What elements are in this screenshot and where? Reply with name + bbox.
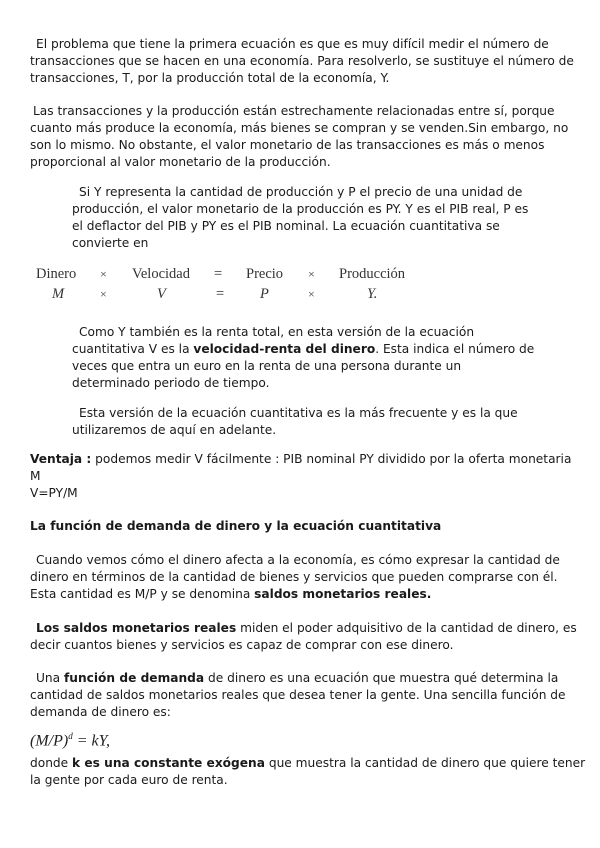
- text-fragment: Una: [36, 671, 64, 685]
- text-line: Si Y representa la cantidad de producción y P el precio de una unidad de: [79, 185, 523, 199]
- equation-symbol: P: [260, 286, 269, 302]
- paragraph-saldos-definicion: [30, 620, 577, 654]
- paragraph-saldos-intro: [30, 552, 560, 603]
- equation-operator: ×: [308, 287, 315, 301]
- text-line: demanda de dinero es:: [30, 705, 171, 719]
- equation-term: Dinero: [36, 266, 77, 282]
- text-line: [72, 341, 534, 358]
- text-line: El problema que tiene la primera ecuación es que es muy difícil medir el número de: [36, 37, 549, 51]
- text-fragment: . Esta indica el número de: [375, 342, 535, 356]
- text-line: [30, 670, 566, 687]
- text-line: proporcional al valor monetario de la producción.: [30, 155, 331, 169]
- text-line: convierte en: [72, 236, 149, 250]
- text-line: Cuando vemos cómo el dinero afecta a la economía, es cómo expresar la cantidad de: [36, 553, 560, 567]
- paragraph-ventaja: [30, 451, 571, 502]
- text-line: veces que entra un euro en la renta de una persona durante un: [72, 359, 462, 373]
- paragraph-pib-real: [72, 184, 528, 252]
- text-line: Como Y también es la renta total, en esta versión de la ecuación: [79, 325, 475, 339]
- quantity-equation: [0, 266, 600, 306]
- paragraph-funcion-demanda: [30, 670, 566, 721]
- paragraph-version-frecuente: [72, 405, 518, 439]
- text-line: dinero en términos de la cantidad de bienes y servicios que pueden comprarse con él.: [30, 570, 558, 584]
- equation-symbol: V: [157, 286, 166, 302]
- formula-rhs: = kY,: [72, 732, 111, 750]
- text-fragment: donde: [30, 756, 73, 770]
- text-fragment: cuantitativa V es la: [72, 342, 194, 356]
- text-line: M: [30, 469, 41, 483]
- text-fragment: de dinero es una ecuación que muestra qué determina la: [204, 671, 559, 685]
- text-line: [30, 586, 560, 603]
- section-heading: [30, 518, 441, 535]
- text-line: transacciones que se hacen en una economía. Para resolverlo, se sustituye el número de: [30, 54, 574, 68]
- paragraph-transacciones-problema: [30, 36, 574, 87]
- heading-text: La función de demanda de dinero y la ecuación cuantitativa: [30, 519, 442, 533]
- formula-lhs: (M/P): [30, 732, 69, 750]
- equation-operator: =: [214, 266, 223, 282]
- bold-term: Ventaja :: [30, 452, 92, 466]
- equation-operator: =: [216, 286, 225, 302]
- text-fragment: que muestra la cantidad de dinero que quiere tener: [264, 756, 586, 770]
- bold-term: Los saldos monetarios reales: [36, 621, 237, 635]
- text-line: son lo mismo. No obstante, el valor monetario de las transacciones es más o menos: [30, 138, 545, 152]
- text-line: [30, 755, 585, 772]
- text-line: decir cuantos bienes y servicios es capaz de comprar con ese dinero.: [30, 638, 454, 652]
- equation-operator: ×: [308, 267, 315, 281]
- paragraph-velocidad-renta: [72, 324, 534, 392]
- equation-operator: ×: [100, 287, 107, 301]
- text-line: cuanto más produce la economía, más bienes se compran y se venden.Sin embargo, no: [30, 121, 569, 135]
- text-line: producción, el valor monetario de la producción es PY. Y es el PIB real, P es: [72, 202, 529, 216]
- text-line: la gente por cada euro de renta.: [30, 773, 228, 787]
- text-line: cantidad de saldos monetarios reales que desea tener la gente. Una sencilla función de: [30, 688, 566, 702]
- money-demand-formula: [30, 728, 110, 749]
- equation-term: Precio: [246, 266, 284, 282]
- equation-term: Producción: [339, 266, 406, 282]
- bold-term: saldos monetarios reales.: [254, 587, 432, 601]
- equation-term: Velocidad: [132, 266, 190, 282]
- paragraph-constante-k: [30, 755, 585, 789]
- text-line: [30, 620, 577, 637]
- equation-operator: ×: [100, 267, 107, 281]
- text-line: Esta versión de la ecuación cuantitativa es la más frecuente y es la que: [79, 406, 518, 420]
- bold-term: velocidad-renta del dinero: [193, 342, 376, 356]
- paragraph-transacciones-produccion: [30, 103, 568, 171]
- formula-superscript: d: [68, 731, 73, 741]
- equation-symbol: M: [52, 286, 65, 302]
- text-fragment: miden el poder adquisitivo de la cantidad de dinero, es: [236, 621, 577, 635]
- text-line: Las transacciones y la producción están estrechamente relacionadas entre sí, porque: [33, 104, 555, 118]
- text-fragment: podemos medir V fácilmente : PIB nominal PY dividido por la oferta monetaria: [91, 452, 572, 466]
- text-line: el deflactor del PIB y PY es el PIB nominal. La ecuación cuantitativa se: [72, 219, 500, 233]
- text-line: determinado periodo de tiempo.: [72, 376, 270, 390]
- text-line: [30, 451, 571, 468]
- equation-symbol: Y.: [367, 286, 378, 302]
- bold-term: función de demanda: [64, 671, 205, 685]
- text-line: utilizaremos de aquí en adelante.: [72, 423, 277, 437]
- text-line: V=PY/M: [30, 486, 78, 500]
- text-line: transacciones, T, por la producción total de la economía, Y.: [30, 71, 390, 85]
- bold-term: k es una constante exógena: [72, 756, 265, 770]
- text-fragment: Esta cantidad es M/P y se denomina: [30, 587, 255, 601]
